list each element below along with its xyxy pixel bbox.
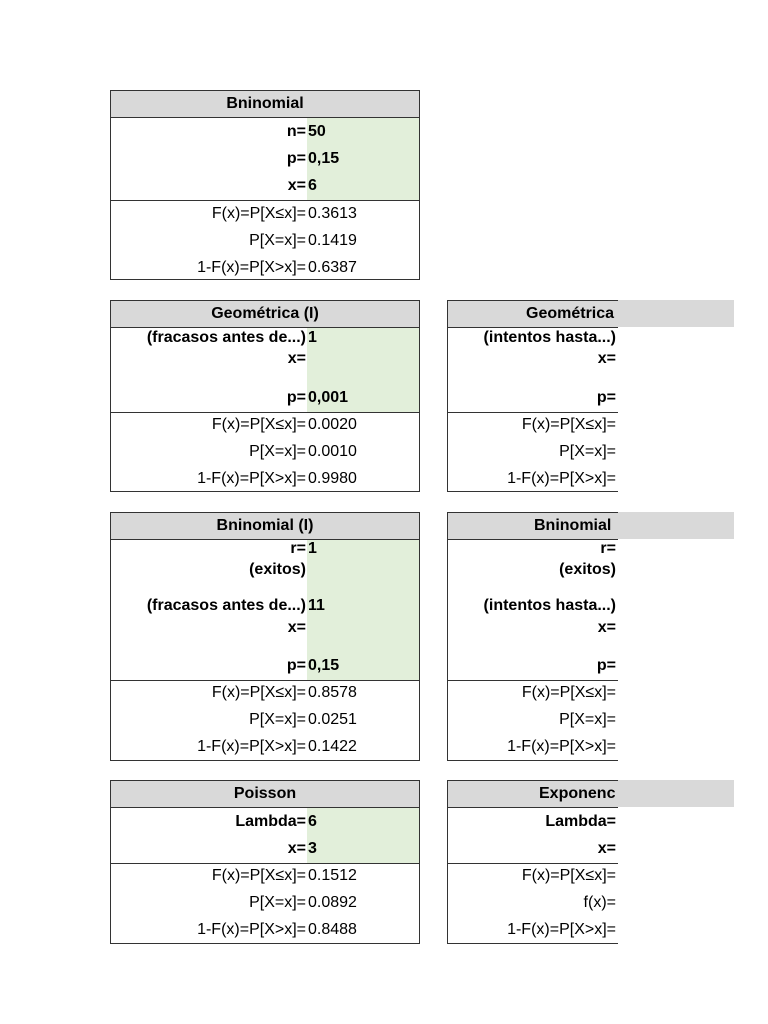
sf-row: [111, 467, 419, 491]
sf-row: [111, 256, 419, 280]
header-extension: [618, 780, 734, 807]
sf-row: [448, 735, 618, 759]
poisson-title: Poisson: [111, 781, 419, 808]
p-row: [448, 654, 618, 678]
pmf-label: P[X=x]=: [559, 443, 616, 460]
n-input[interactable]: 50: [308, 123, 326, 140]
x-row-2: [448, 347, 618, 371]
sf-row: [448, 467, 618, 491]
p-input[interactable]: 0,001: [308, 389, 349, 406]
pmf-label: P[X=x]=: [559, 711, 616, 728]
pmf-label: P[X=x]=: [249, 232, 306, 249]
header-extension: [618, 300, 734, 327]
x-label-1: (fracasos antes de...): [146, 329, 306, 346]
sf-label: 1-F(x)=P[X>x]=: [507, 738, 616, 755]
pmf-row: [111, 708, 419, 732]
x-input[interactable]: 11: [308, 597, 325, 614]
cdf-row: [111, 413, 419, 437]
cdf-value: 0.3613: [308, 205, 357, 222]
cdf-value: 0.0020: [308, 416, 357, 433]
cdf-label: F(x)=P[X≤x]=: [211, 684, 306, 701]
binomial-panel: [110, 90, 420, 280]
p-label: p=: [286, 150, 306, 167]
sf-value: 0.6387: [308, 259, 357, 276]
p-label: p=: [596, 657, 616, 674]
cdf-label: F(x)=P[X≤x]=: [211, 416, 306, 433]
r-label-2: (exitos): [559, 561, 616, 578]
x-row: [448, 837, 618, 861]
cdf-row: [448, 864, 618, 888]
x-row-1: [111, 594, 419, 618]
pmf-label: P[X=x]=: [249, 894, 306, 911]
sf-label: 1-F(x)=P[X>x]=: [197, 921, 306, 938]
x-label-1: (intentos hasta...): [483, 329, 616, 346]
x-label-2: x=: [287, 619, 306, 636]
x-row-2: [111, 347, 419, 371]
sf-row: [111, 918, 419, 942]
binomial-title: Bninomial: [111, 91, 419, 118]
cdf-value: 0.1512: [308, 867, 357, 884]
pmf-value: 0.0010: [308, 443, 357, 460]
pmf-label: P[X=x]=: [249, 443, 306, 460]
x-row-1: [448, 594, 618, 618]
pmf-value: 0.1419: [308, 232, 357, 249]
r-label: r=: [290, 540, 306, 557]
x-label-1: (intentos hasta...): [483, 597, 616, 614]
pmf-row: [448, 708, 618, 732]
r-input[interactable]: 1: [308, 540, 317, 557]
cdf-label: F(x)=P[X≤x]=: [521, 867, 616, 884]
x-label-2: x=: [597, 350, 616, 367]
pmf-row: [111, 891, 419, 915]
p-row: [111, 147, 419, 171]
r-label: r=: [600, 540, 616, 557]
sf-label: 1-F(x)=P[X>x]=: [197, 738, 306, 755]
x-row-2: [448, 616, 618, 640]
negbin-ii-panel: [447, 512, 618, 761]
n-label: n=: [286, 123, 306, 140]
x-label: x=: [287, 177, 306, 194]
sf-label: 1-F(x)=P[X>x]=: [197, 470, 306, 487]
x-label-2: x=: [597, 619, 616, 636]
geometric-i-title: Geométrica (I): [111, 301, 419, 328]
p-input[interactable]: 0,15: [308, 150, 340, 167]
x-row: [111, 174, 419, 198]
p-row: [111, 386, 419, 410]
header-extension: [618, 512, 734, 539]
x-label: x=: [597, 840, 616, 857]
negbin-ii-title: Bninomial: [448, 513, 618, 540]
pmf-row: [111, 229, 419, 253]
exponential-title: Exponenc: [448, 781, 618, 808]
cdf-row: [111, 202, 419, 226]
pmf-value: 0.0251: [308, 711, 357, 728]
lambda-label: Lambda=: [235, 813, 306, 830]
lambda-row: [448, 810, 618, 834]
x-label-2: x=: [287, 350, 306, 367]
sf-value: 0.9980: [308, 470, 357, 487]
r-row-2: [448, 558, 618, 582]
sf-row: [111, 735, 419, 759]
pmf-row: [111, 440, 419, 464]
p-label: p=: [286, 389, 306, 406]
cdf-label: F(x)=P[X≤x]=: [211, 867, 306, 884]
lambda-input[interactable]: 6: [308, 813, 317, 830]
n-row: [111, 120, 419, 144]
geometric-i-panel: [110, 300, 420, 492]
x-row-2: [111, 616, 419, 640]
cdf-label: F(x)=P[X≤x]=: [211, 205, 306, 222]
sf-label: 1-F(x)=P[X>x]=: [507, 921, 616, 938]
exponential-panel: [447, 780, 618, 944]
p-row: [111, 654, 419, 678]
poisson-panel: [110, 780, 420, 944]
negbin-i-panel: [110, 512, 420, 761]
lambda-row: [111, 810, 419, 834]
x-input[interactable]: 6: [308, 177, 317, 194]
cdf-row: [111, 864, 419, 888]
cdf-label: F(x)=P[X≤x]=: [521, 684, 616, 701]
pdf-label: f(x)=: [583, 894, 616, 911]
r-label-2: (exitos): [249, 561, 306, 578]
cdf-row: [448, 681, 618, 705]
pdf-row: [448, 891, 618, 915]
p-label: p=: [596, 389, 616, 406]
sf-row: [448, 918, 618, 942]
negbin-i-title: Bninomial (I): [111, 513, 419, 540]
x-label: x=: [287, 840, 306, 857]
x-label-1: (fracasos antes de...): [146, 597, 306, 614]
cdf-value: 0.8578: [308, 684, 357, 701]
pmf-label: P[X=x]=: [249, 711, 306, 728]
sf-value: 0.1422: [308, 738, 357, 755]
sf-label: 1-F(x)=P[X>x]=: [507, 470, 616, 487]
geometric-ii-panel: [447, 300, 618, 492]
x-input[interactable]: 3: [308, 840, 317, 857]
lambda-label: Lambda=: [545, 813, 616, 830]
p-input[interactable]: 0,15: [308, 657, 340, 674]
cdf-row: [448, 413, 618, 437]
cdf-row: [111, 681, 419, 705]
pmf-row: [448, 440, 618, 464]
r-row-2: [111, 558, 419, 582]
cdf-label: F(x)=P[X≤x]=: [521, 416, 616, 433]
p-label: p=: [286, 657, 306, 674]
x-input[interactable]: 1: [308, 329, 317, 346]
sf-label: 1-F(x)=P[X>x]=: [197, 259, 306, 276]
sf-value: 0.8488: [308, 921, 357, 938]
geometric-ii-title: Geométrica: [448, 301, 618, 328]
x-row: [111, 837, 419, 861]
p-row: [448, 386, 618, 410]
pmf-value: 0.0892: [308, 894, 357, 911]
